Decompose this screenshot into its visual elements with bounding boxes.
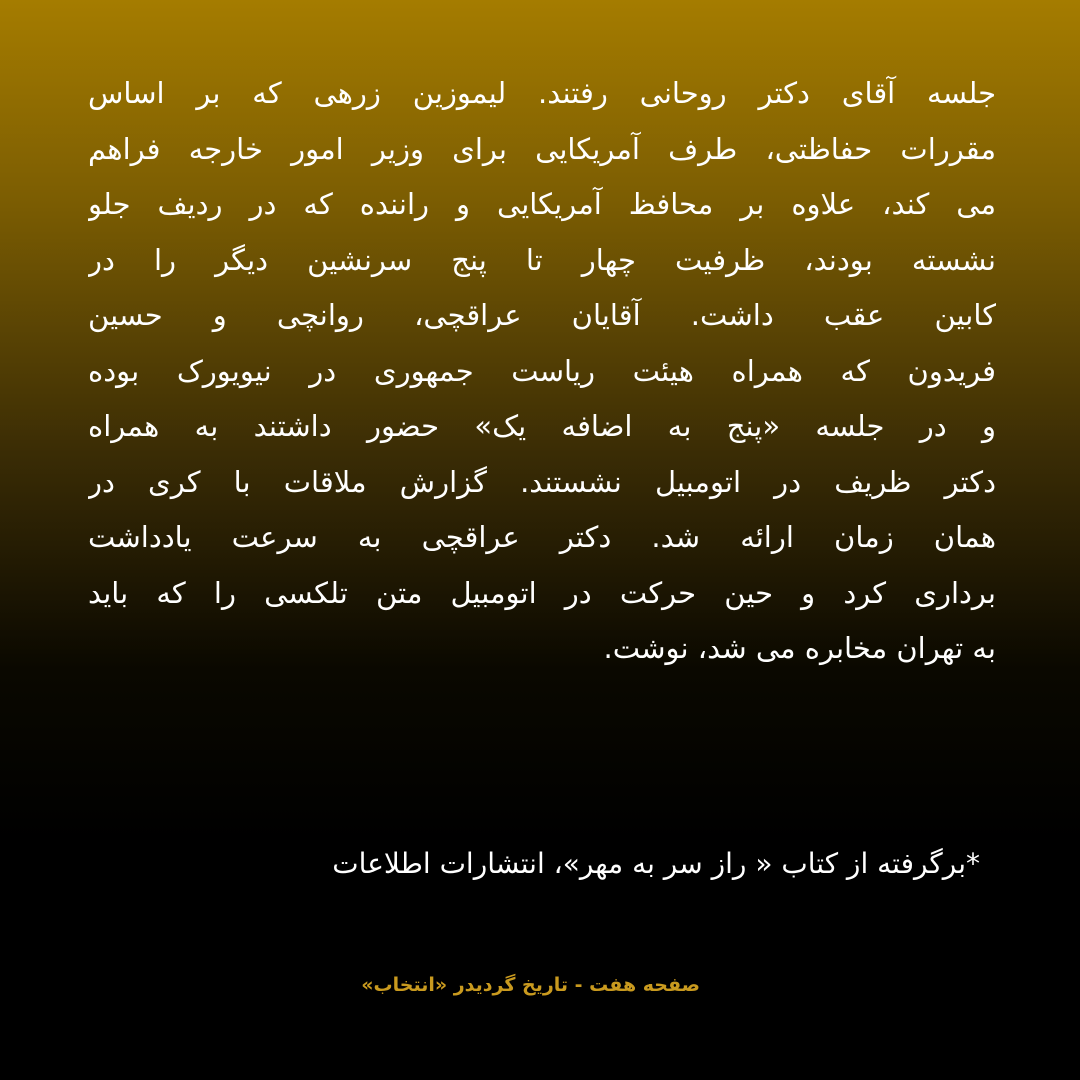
article-body (88, 66, 996, 677)
article-line-5: کابین عقب داشت. آقایان عراقچی، روانچی و حسین (88, 298, 996, 332)
article-line-3: می کند، علاوه بر محافظ آمریکایی و راننده که در ردیف جلو (88, 187, 996, 221)
page-footer-caption: صفحه هفت - تاریخ گردیدر «انتخاب» (361, 974, 700, 996)
article-line-6: فریدون که همراه هیئت ریاست جمهوری در نیویورک بوده (88, 353, 996, 388)
article-line-4: نشسته بودند، ظرفیت چهار تا پنج سرنشین دیگر را در (88, 242, 996, 277)
article-line-10: برداری کرد و حین حرکت در اتومبیل متن تلکسی را که باید (88, 575, 996, 610)
article-line-9: همان زمان ارائه شد. دکتر عراقچی به سرعت یادداشت (88, 520, 996, 554)
article-line-2: مقررات حفاظتی، طرف آمریکایی برای وزیر امور خارجه فراهم (88, 131, 996, 166)
article-line-8: دکتر ظریف در اتومبیل نشستند. گزارش ملاقات با کری در (88, 464, 996, 499)
article-line-7: و در جلسه «پنج به اضافه یک» حضور داشتند به همراه (88, 409, 996, 443)
article-line-1: جلسه آقای دکتر روحانی رفتند. لیموزین زرهی که بر اساس (88, 76, 996, 110)
article-line-11: به تهران مخابره می شد، نوشت. (603, 631, 996, 665)
source-footnote: *برگرفته از کتاب « راز سر به مهر»، انتشارات اطلاعات (332, 847, 980, 880)
